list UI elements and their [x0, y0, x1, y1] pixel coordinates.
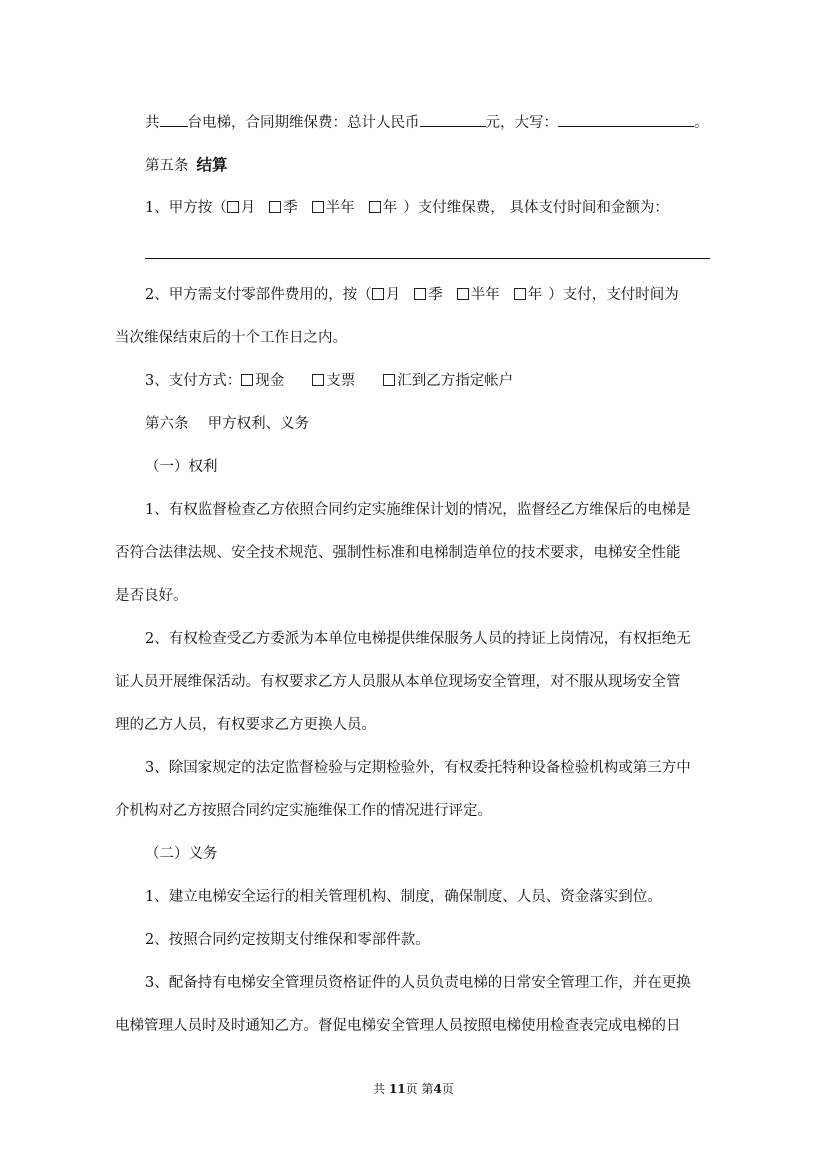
checkbox-cash[interactable]	[241, 374, 253, 386]
current-page: 4	[433, 1082, 442, 1096]
checkbox-cheque[interactable]	[312, 374, 324, 386]
right-3-line-2: 介机构对乙方按照合同约定实施维保工作的情况进行评定。	[115, 803, 492, 819]
page-footer: 共 11页 第4页	[373, 1082, 454, 1096]
checkbox-parts-quarter[interactable]	[414, 288, 426, 300]
checkbox-year[interactable]	[369, 201, 381, 213]
duty-1: 1、建立电梯安全运行的相关管理机构、制度，确保制度、人员、资金落实到位。	[145, 889, 662, 905]
right-2-line-2: 证人员开展维保活动。有权要求乙方人员服从本单位现场安全管理，对不服从现场安全管	[115, 674, 681, 690]
right-3-line-1: 3、除国家规定的法定监督检验与定期检验外，有权委托特种设备检验机构或第三方中	[145, 760, 691, 776]
checkbox-parts-half-year[interactable]	[457, 288, 469, 300]
right-2-line-1: 2、有权检查受乙方委派为本单位电梯提供维保服务人员的持证上岗情况，有权拒绝无	[145, 631, 691, 647]
payment-clause-2: 2、甲方需支付零部件费用的，按（ 月 季 半年 年 ）支付，支付时间为	[145, 287, 679, 303]
article-6-heading: 第六条 甲方权利、义务	[145, 416, 310, 432]
right-2-line-3: 理的乙方人员，有权要求乙方更换人员。	[115, 717, 376, 733]
duty-3-line-1: 3、配备持有电梯安全管理员资格证件的人员负责电梯的日常安全管理工作，并在更换	[145, 975, 691, 991]
rights-heading: （一）权利	[145, 459, 218, 475]
payment-clause-3: 3、支付方式： 现金 支票 汇到乙方指定帐户	[145, 373, 514, 389]
elevator-count-blank[interactable]	[160, 112, 188, 127]
payment-clause-2-cont: 当次维保结束后的十个工作日之内。	[115, 330, 347, 346]
total-fee-blank[interactable]	[420, 112, 486, 127]
checkbox-parts-month[interactable]	[372, 288, 384, 300]
checkbox-parts-year[interactable]	[514, 288, 526, 300]
amount-in-words-blank[interactable]	[558, 112, 694, 127]
total-pages: 11	[388, 1082, 406, 1096]
maintenance-fee-line: 共 台电梯，合同期维保费：总计人民币 元，大写： 。	[145, 112, 715, 133]
duty-3-line-2: 电梯管理人员时及时通知乙方。督促电梯安全管理人员按照电梯使用检查表完成电梯的日	[115, 1018, 681, 1034]
payment-clause-1: 1、甲方按（ 月 季 半年 年 ）支付维保费， 具体支付时间和金额为：	[145, 200, 669, 216]
right-1-line-3: 是否良好。	[115, 588, 188, 604]
checkbox-half-year[interactable]	[312, 201, 324, 213]
right-1-line-2: 否符合法律法规、安全技术规范、强制性标准和电梯制造单位的技术要求，电梯安全性能	[115, 545, 681, 561]
article-5-heading: 第五条 结算	[145, 155, 228, 174]
right-1-line-1: 1、有权监督检查乙方依照合同约定实施维保计划的情况，监督经乙方维保后的电梯是	[145, 502, 691, 518]
duty-2: 2、按照合同约定按期支付维保和零部件款。	[145, 932, 430, 948]
checkbox-bank-transfer[interactable]	[383, 374, 395, 386]
duties-heading: （二）义务	[145, 846, 218, 862]
checkbox-quarter[interactable]	[269, 201, 281, 213]
checkbox-month[interactable]	[227, 201, 239, 213]
payment-detail-blank-line[interactable]	[145, 258, 710, 259]
